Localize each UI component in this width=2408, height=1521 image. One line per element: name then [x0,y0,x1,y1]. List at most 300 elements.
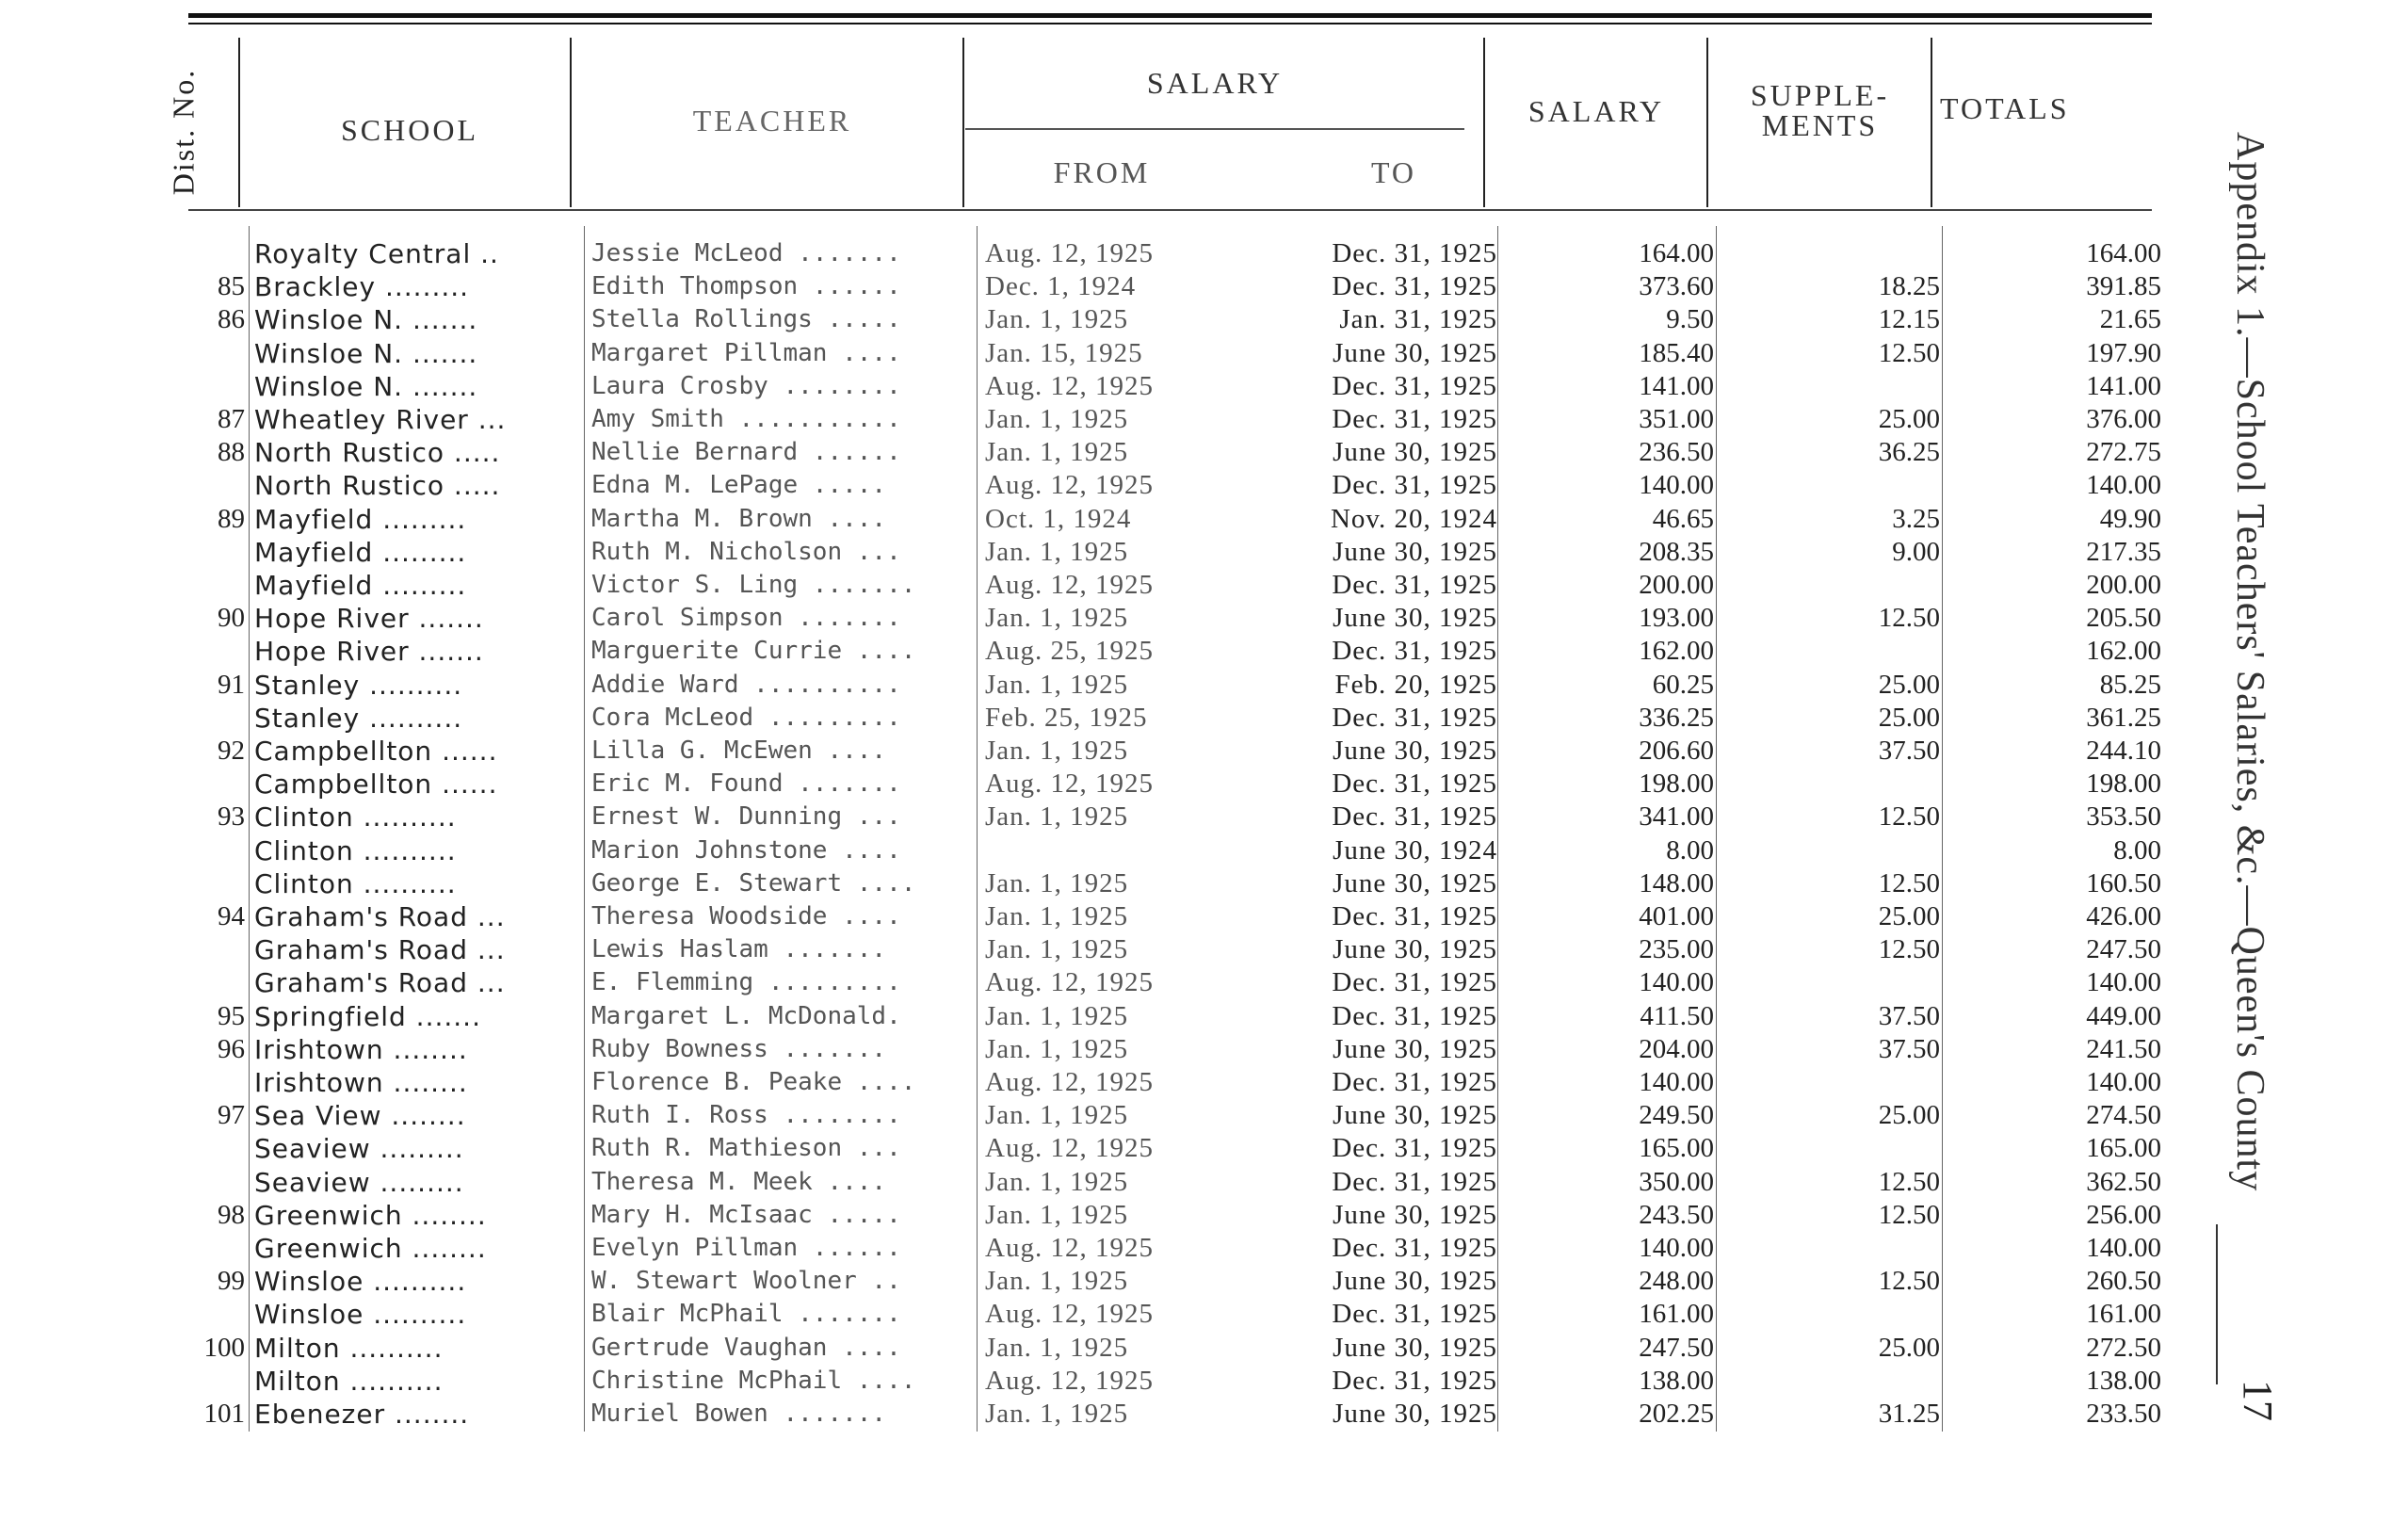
salary-header: SALARY [1527,94,1665,128]
dist-number: 97 [218,1100,245,1131]
salary-group-header: SALARY [1146,66,1284,100]
teacher-name: Theresa Woodside .... [591,902,901,930]
salary-amount: 200.00 [1639,570,1714,600]
table-row [0,370,2166,403]
school-name: Greenwich ........ [254,1233,487,1264]
salary-amount: 148.00 [1639,867,1714,898]
teacher-name: George E. Stewart .... [591,868,916,898]
salary-to-date: Dec. 31, 1925 [1332,1166,1497,1197]
table-row [0,735,2166,768]
total-amount: 241.50 [2086,1033,2161,1064]
salary-from-date: Jan. 1, 1925 [985,1166,1129,1197]
supplements-amount: 25.00 [1878,1100,1940,1131]
salary-to-date: Dec. 31, 1925 [1332,271,1497,302]
school-name: Milton .......... [254,1332,444,1364]
table-row [0,801,2166,833]
teacher-name: Theresa M. Meek .... [591,1167,887,1196]
salary-from-date: Aug. 25, 1925 [985,636,1154,667]
table-row [0,1199,2166,1232]
dist-number: 96 [218,1033,245,1064]
supplements-amount: 12.50 [1878,1199,1940,1230]
dist-number: 89 [218,503,245,534]
header-divider-2 [570,38,572,207]
salary-from-date: Aug. 12, 1925 [985,1067,1154,1097]
salary-to-date: Dec. 31, 1925 [1332,901,1497,931]
dist-number: 99 [218,1266,245,1297]
supplements-amount: 31.25 [1878,1399,1940,1429]
supplements-header-line1: SUPPLE- [1750,78,1890,112]
salary-amount: 351.00 [1639,404,1714,434]
salary-to-date: Nov. 20, 1924 [1330,503,1497,534]
total-amount: 138.00 [2086,1365,2161,1396]
school-name: Stanley .......... [254,702,463,734]
salary-group-rule [965,128,1464,130]
school-name: Winsloe N. ....... [254,337,478,369]
total-amount: 197.90 [2086,337,2161,368]
salary-from-date: Oct. 1, 1924 [985,503,1132,534]
dist-number: 100 [203,1332,245,1363]
dist-number: 95 [218,1000,245,1031]
supplements-amount: 25.00 [1878,702,1940,733]
salary-amount: 162.00 [1639,636,1714,667]
table-row [0,1265,2166,1298]
header-divider-1 [238,38,240,207]
table-row [0,303,2166,336]
to-header: TO [1370,155,1417,189]
school-name: Graham's Road ... [254,934,506,966]
salary-from-date: Jan. 1, 1925 [985,304,1129,335]
table-row [0,1132,2166,1165]
salary-to-date: Dec. 31, 1925 [1332,570,1497,600]
teacher-name: Muriel Bowen ....... [591,1400,887,1428]
school-name: Royalty Central .. [254,238,499,269]
table-row [0,337,2166,370]
top-rule-thin [188,23,2152,24]
total-amount: 260.50 [2086,1266,2161,1297]
salary-to-date: June 30, 1925 [1333,337,1497,368]
salary-from-date: Jan. 1, 1925 [985,1332,1129,1363]
total-amount: 391.85 [2086,271,2161,302]
supplements-header-line2: MENTS [1761,108,1879,142]
salary-amount: 140.00 [1639,1067,1714,1097]
salary-to-date: June 30, 1925 [1333,867,1497,898]
salary-amount: 60.25 [1652,669,1714,700]
salary-amount: 140.00 [1639,470,1714,501]
teacher-name: Margaret Pillman .... [591,338,901,367]
salary-to-date: June 30, 1925 [1333,1033,1497,1064]
table-row [0,403,2166,436]
teacher-name: Mary H. McIsaac ..... [591,1200,901,1229]
salary-to-date: Dec. 31, 1925 [1332,967,1497,998]
salary-from-date: Jan. 1, 1925 [985,603,1129,634]
school-name: Seaview ......... [254,1133,464,1165]
school-name: Mayfield ......... [254,536,467,568]
total-amount: 21.65 [2099,304,2161,335]
salary-from-date: Aug. 12, 1925 [985,570,1154,600]
teacher-name: Martha M. Brown .... [591,504,887,533]
total-amount: 164.00 [2086,238,2161,268]
salary-amount: 185.40 [1639,337,1714,368]
totals-header: TOTALS [1940,91,2070,125]
table-row [0,270,2166,303]
salary-to-date: June 30, 1925 [1333,736,1497,766]
school-name: Stanley .......... [254,669,463,701]
header-divider-4 [1483,38,1485,207]
dist-number: 92 [218,736,245,766]
school-name: North Rustico ..... [254,437,501,469]
salary-amount: 248.00 [1639,1266,1714,1297]
supplements-amount: 12.50 [1878,801,1940,833]
total-amount: 140.00 [2086,967,2161,998]
salary-amount: 243.50 [1639,1199,1714,1230]
salary-to-date: Dec. 31, 1925 [1332,1067,1497,1097]
dist-number: 93 [218,801,245,833]
salary-to-date: June 30, 1925 [1333,934,1497,965]
from-header: FROM [1053,155,1151,189]
table-row [0,1398,2166,1431]
salary-amount: 161.00 [1639,1299,1714,1330]
total-amount: 449.00 [2086,1000,2161,1031]
school-name: Milton .......... [254,1365,444,1397]
salary-amount: 165.00 [1639,1133,1714,1164]
salary-from-date: Jan. 1, 1925 [985,736,1129,766]
table-row [0,1066,2166,1099]
supplements-amount: 12.50 [1878,934,1940,965]
salary-to-date: Feb. 20, 1925 [1334,669,1497,700]
teacher-header: TEACHER [692,104,852,138]
supplements-amount: 9.00 [1892,536,1940,567]
salary-to-date: Dec. 31, 1925 [1332,636,1497,667]
salary-from-date: Jan. 1, 1925 [985,437,1129,468]
page-number: 17 [2235,1380,2281,1421]
dist-number: 90 [218,603,245,634]
salary-from-date: Aug. 12, 1925 [985,370,1154,401]
table-row [0,569,2166,602]
school-name: Winsloe .......... [254,1266,467,1298]
total-amount: 160.50 [2086,867,2161,898]
header-divider-3 [962,38,964,207]
salary-amount: 198.00 [1639,769,1714,800]
table-row [0,834,2166,867]
salary-from-date: Jan. 1, 1925 [985,669,1129,700]
salary-from-date: Feb. 25, 1925 [985,702,1148,733]
teacher-name: Laura Crosby ........ [591,371,901,400]
school-name: Mayfield ......... [254,503,467,535]
supplements-amount: 3.25 [1892,503,1940,534]
salary-to-date: Dec. 31, 1925 [1332,801,1497,833]
supplements-amount: 36.25 [1878,437,1940,468]
teacher-name: Ernest W. Dunning ... [591,802,901,832]
salary-amount: 9.50 [1666,304,1714,335]
salary-to-date: Dec. 31, 1925 [1332,404,1497,434]
salary-amount: 140.00 [1639,967,1714,998]
teacher-name: Christine McPhail .... [591,1366,916,1395]
school-name: Winsloe N. ....... [254,304,478,336]
school-name: Graham's Road ... [254,901,506,932]
dist-number: 98 [218,1199,245,1230]
school-name: Seaview ......... [254,1166,464,1198]
salary-to-date: Jan. 31, 1925 [1339,304,1497,335]
school-name: Clinton .......... [254,834,457,866]
salary-from-date: Jan. 1, 1925 [985,1266,1129,1297]
total-amount: 165.00 [2086,1133,2161,1164]
school-name: Hope River ....... [254,603,484,635]
teacher-name: Ruth M. Nicholson ... [591,537,901,566]
salary-amount: 141.00 [1639,370,1714,401]
side-title-rule [2216,1224,2218,1384]
teacher-name: Evelyn Pillman ...... [591,1234,901,1262]
table-row [0,469,2166,502]
salary-from-date: Dec. 1, 1924 [985,271,1137,302]
total-amount: 233.50 [2086,1399,2161,1429]
salary-amount: 193.00 [1639,603,1714,634]
salary-amount: 350.00 [1639,1166,1714,1197]
salary-to-date: Dec. 31, 1925 [1332,470,1497,501]
salary-from-date: Jan. 1, 1925 [985,1199,1129,1230]
teacher-name: Edna M. LePage ..... [591,471,887,500]
total-amount: 162.00 [2086,636,2161,667]
teacher-name: Stella Rollings ..... [591,305,901,334]
total-amount: 256.00 [2086,1199,2161,1230]
supplements-amount: 12.50 [1878,867,1940,898]
salary-from-date: Aug. 12, 1925 [985,1299,1154,1330]
supplements-amount: 12.50 [1878,603,1940,634]
school-name: Irishtown ........ [254,1033,468,1065]
salary-amount: 140.00 [1639,1233,1714,1263]
table-row [0,669,2166,702]
supplements-amount: 25.00 [1878,1332,1940,1363]
salary-amount: 46.65 [1652,503,1714,534]
salary-amount: 236.50 [1639,437,1714,468]
table-row [0,768,2166,801]
header-bottom-rule [188,209,2152,211]
teacher-name: Jessie McLeod ....... [591,239,901,267]
supplements-amount: 12.50 [1878,1266,1940,1297]
salary-from-date: Jan. 1, 1925 [985,901,1129,931]
salary-amount: 235.00 [1639,934,1714,965]
salary-to-date: June 30, 1925 [1333,1266,1497,1297]
school-name: Ebenezer ........ [254,1399,470,1430]
school-name: North Rustico ..... [254,470,501,502]
header-divider-5 [1706,38,1708,207]
supplements-amount: 12.50 [1878,1166,1940,1197]
table-row [0,1332,2166,1365]
table-row [0,1365,2166,1398]
school-name: Winsloe N. ....... [254,370,478,402]
salary-to-date: June 30, 1925 [1333,437,1497,468]
teacher-name: Gertrude Vaughan .... [591,1333,901,1362]
teacher-name: W. Stewart Woolner .. [591,1267,901,1296]
table-row [0,536,2166,569]
school-name: Graham's Road ... [254,967,506,999]
supplements-amount: 25.00 [1878,404,1940,434]
total-amount: 362.50 [2086,1166,2161,1197]
school-name: Clinton .......... [254,867,457,899]
total-amount: 140.00 [2086,1233,2161,1263]
teacher-name: Marion Johnstone .... [591,835,901,865]
school-name: Wheatley River ... [254,404,507,435]
salary-to-date: Dec. 31, 1925 [1332,1233,1497,1263]
salary-amount: 247.50 [1639,1332,1714,1363]
teacher-name: Florence B. Peake .... [591,1068,916,1096]
salary-amount: 401.00 [1639,901,1714,931]
dist-no-header: Dist. No. [166,68,201,196]
table-row [0,1099,2166,1132]
supplements-amount: 37.50 [1878,1000,1940,1031]
table-row [0,1033,2166,1066]
teacher-name: Ruth I. Ross ........ [591,1101,901,1130]
salary-amount: 411.50 [1640,1000,1714,1031]
school-name: Campbellton ...... [254,736,498,767]
total-amount: 217.35 [2086,536,2161,567]
total-amount: 247.50 [2086,934,2161,965]
teacher-name: Nellie Bernard ...... [591,438,901,467]
salary-amount: 208.35 [1639,536,1714,567]
teacher-name: Margaret L. McDonald. [591,1001,901,1030]
salary-from-date: Jan. 1, 1925 [985,934,1129,965]
teacher-name: E. Flemming ......... [591,968,901,997]
school-name: Hope River ....... [254,636,484,668]
salary-to-date: June 30, 1925 [1333,536,1497,567]
total-amount: 274.50 [2086,1100,2161,1131]
salary-amount: 164.00 [1639,238,1714,268]
table-row [0,1166,2166,1199]
teacher-name: Ruby Bowness ....... [591,1034,887,1063]
salary-from-date: Aug. 12, 1925 [985,769,1154,800]
teacher-name: Ruth R. Mathieson ... [591,1134,901,1163]
teacher-name: Eric M. Found ....... [591,769,901,799]
salary-amount: 336.25 [1639,702,1714,733]
salary-to-date: June 30, 1925 [1333,1332,1497,1363]
salary-to-date: June 30, 1925 [1333,1399,1497,1429]
salary-from-date: Jan. 1, 1925 [985,536,1129,567]
salary-to-date: Dec. 31, 1925 [1332,702,1497,733]
salary-from-date: Jan. 1, 1925 [985,1033,1129,1064]
table-row [0,1232,2166,1265]
salary-from-date: Aug. 12, 1925 [985,967,1154,998]
supplements-amount: 25.00 [1878,901,1940,931]
salary-amount: 8.00 [1666,834,1714,866]
teacher-name: Amy Smith ........... [591,405,901,433]
total-amount: 244.10 [2086,736,2161,766]
supplements-amount: 37.50 [1878,1033,1940,1064]
total-amount: 198.00 [2086,769,2161,800]
table-row [0,702,2166,735]
school-name: Springfield ....... [254,1000,481,1032]
salary-from-date: Aug. 12, 1925 [985,1365,1154,1396]
salary-to-date: June 30, 1925 [1333,1100,1497,1131]
school-name: Sea View ........ [254,1100,466,1132]
salary-to-date: June 30, 1924 [1333,834,1497,866]
supplements-amount: 12.50 [1878,337,1940,368]
table-row [0,635,2166,668]
total-amount: 353.50 [2086,801,2161,833]
table-row [0,503,2166,536]
table-row [0,1000,2166,1033]
total-amount: 49.90 [2099,503,2161,534]
dist-number: 85 [218,271,245,302]
total-amount: 361.25 [2086,702,2161,733]
dist-number: 91 [218,669,245,700]
salary-to-date: Dec. 31, 1925 [1332,1000,1497,1031]
total-amount: 85.25 [2099,669,2161,700]
salary-to-date: Dec. 31, 1925 [1332,238,1497,268]
teacher-name: Blair McPhail ....... [591,1300,901,1329]
teacher-name: Edith Thompson ...... [591,272,901,301]
salary-from-date: Jan. 1, 1925 [985,867,1129,898]
school-name: Mayfield ......... [254,570,467,601]
salary-from-date: Jan. 1, 1925 [985,1100,1129,1131]
school-name: Clinton .......... [254,801,457,833]
dist-number: 101 [203,1399,245,1429]
table-row [0,602,2166,635]
salary-amount: 204.00 [1639,1033,1714,1064]
school-header: SCHOOL [340,113,478,147]
teacher-name: Lilla G. McEwen .... [591,736,887,765]
school-name: Winsloe .......... [254,1299,467,1331]
teacher-name: Lewis Haslam ....... [591,935,887,964]
school-name: Brackley ......... [254,271,470,303]
total-amount: 8.00 [2113,834,2161,866]
table-row [0,900,2166,933]
supplements-amount: 18.25 [1878,271,1940,302]
top-rule-thick [188,13,2152,18]
dist-number: 86 [218,304,245,335]
total-amount: 205.50 [2086,603,2161,634]
teacher-name: Carol Simpson ....... [591,604,901,633]
table-row [0,867,2166,900]
header-divider-6 [1931,38,1932,207]
total-amount: 272.75 [2086,437,2161,468]
table-row [0,933,2166,966]
school-name: Campbellton ...... [254,769,498,801]
salary-amount: 373.60 [1639,271,1714,302]
teacher-name: Marguerite Currie .... [591,637,916,666]
teacher-name: Addie Ward .......... [591,670,901,699]
appendix-side-title: Appendix 1.—School Teachers' Salaries, &c.—Queen's County [2228,132,2271,1192]
salary-from-date: Jan. 1, 1925 [985,404,1129,434]
school-name: Greenwich ........ [254,1199,487,1231]
supplements-amount: 25.00 [1878,669,1940,700]
salary-from-date: Jan. 1, 1925 [985,801,1129,833]
teacher-name: Cora McLeod ......... [591,703,901,732]
table-row [0,436,2166,469]
salary-amount: 138.00 [1639,1365,1714,1396]
table-row [0,237,2166,270]
salary-amount: 341.00 [1639,801,1714,833]
table-row [0,966,2166,999]
total-amount: 376.00 [2086,404,2161,434]
dist-number: 88 [218,437,245,468]
school-name: Irishtown ........ [254,1067,468,1098]
salary-to-date: June 30, 1925 [1333,1199,1497,1230]
table-row [0,1298,2166,1331]
dist-number: 87 [218,404,245,434]
salary-to-date: Dec. 31, 1925 [1332,1133,1497,1164]
salary-from-date: Jan. 15, 1925 [985,337,1143,368]
total-amount: 141.00 [2086,370,2161,401]
total-amount: 140.00 [2086,470,2161,501]
salary-from-date: Aug. 12, 1925 [985,1133,1154,1164]
supplements-header [1714,80,1926,140]
salary-from-date: Aug. 12, 1925 [985,1233,1154,1263]
salary-amount: 202.25 [1639,1399,1714,1429]
teacher-name: Victor S. Ling ....... [591,571,916,599]
total-amount: 200.00 [2086,570,2161,600]
salary-amount: 249.50 [1639,1100,1714,1131]
salary-amount: 206.60 [1639,736,1714,766]
total-amount: 272.50 [2086,1332,2161,1363]
